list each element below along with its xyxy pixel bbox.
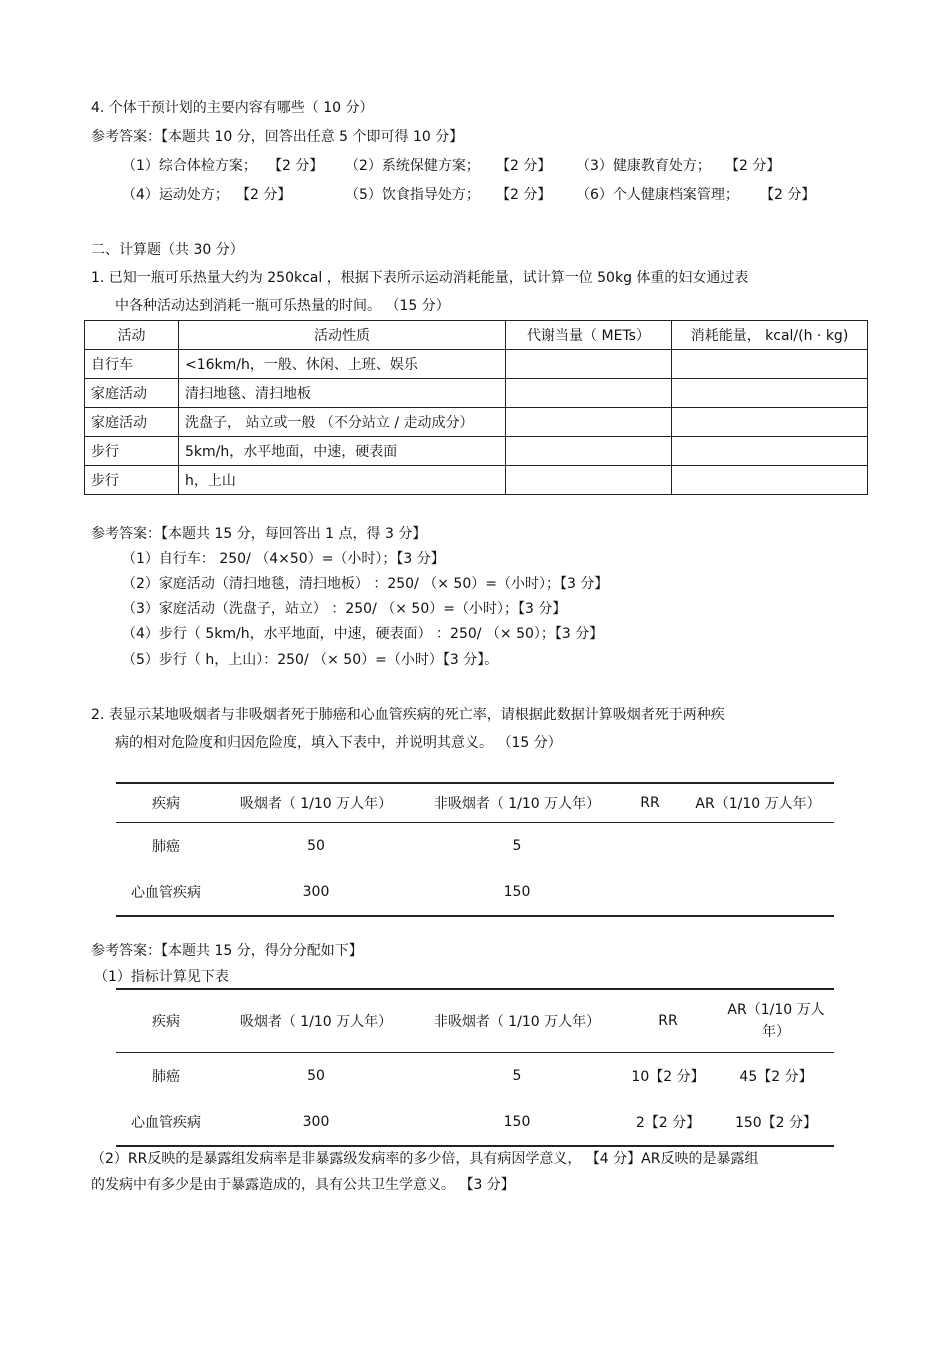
table-row [116, 869, 834, 916]
header-cell: 非吸烟者（ 1/10 万人年） [416, 783, 618, 823]
table-header-row [116, 989, 834, 1053]
header-cell: 活动 [85, 321, 179, 350]
table-cell [506, 379, 672, 408]
table-cell: <16km/h，一般、休闲、上班、娱乐 [179, 350, 506, 379]
table-row [116, 1099, 834, 1146]
q4-item-4-score: 【2 分】 [236, 187, 292, 203]
header-cell: RR [618, 783, 682, 823]
table-cell: 肺癌 [152, 1069, 180, 1085]
table-cell [506, 350, 672, 379]
table-cell: 50 [307, 1068, 325, 1084]
header-cell: 疾病 [116, 783, 216, 823]
table-cell [682, 823, 834, 870]
q4-title: 4. 个体干预计划的主要内容有哪些（ 10 分） [91, 100, 374, 116]
table-cell: h，上山 [179, 466, 506, 495]
table-cell: 肺癌 [152, 839, 180, 855]
table-cell: 5 [512, 838, 522, 854]
table-cell: 心血管疾病 [131, 1115, 201, 1131]
q2-explain-line1: （2）RR反映的是暴露组发病率是非暴露级发病率的多少倍，具有病因学意义， 【4 分】AR反映的是暴露组 [91, 1151, 759, 1167]
table-cell [672, 466, 868, 495]
table-header-row [85, 321, 868, 350]
table-row [85, 437, 868, 466]
q1-answer-2: （2）家庭活动（清扫地毯，清扫地板） ：250/ （× 50）=（小时）；【3 分】 [122, 576, 609, 592]
header-cell: AR（1/10 万人年） [682, 783, 834, 823]
q1-line1: 1. 已知一瓶可乐热量大约为 250kcal ，根据下表所示运动消耗能量，试计算一位 50kg 体重的妇女通过表 [91, 270, 749, 286]
table-header-row [116, 783, 834, 823]
table-cell: 50 [307, 838, 325, 854]
table-cell: 150 [503, 1114, 531, 1130]
q4-item-1-score: 【2 分】 [268, 158, 324, 174]
q4-item-2-score: 【2 分】 [496, 158, 552, 174]
table-cell: 150【2 分】 [734, 1115, 818, 1131]
q1-line2: 中各种活动达到消耗一瓶可乐热量的时间。 （15 分） [115, 298, 450, 314]
table-cell: 5 [512, 1068, 522, 1084]
header-cell: 活动性质 [179, 321, 506, 350]
table-row [116, 823, 834, 870]
q4-item-6-score: 【2 分】 [760, 187, 816, 203]
table-cell [506, 437, 672, 466]
table-cell [672, 408, 868, 437]
table-cell: 150 [503, 884, 531, 900]
table-cell: 步行 [85, 437, 179, 466]
q4-item-2: （2）系统保健方案； [345, 158, 480, 174]
table-cell: 45【2 分】 [739, 1069, 813, 1085]
mortality-table [116, 782, 834, 917]
table-cell: 300 [302, 884, 330, 900]
table-cell: 300 [302, 1114, 330, 1130]
table-cell [618, 869, 682, 916]
q1-answer-1: （1）自行车： 250/ （4×50）=（小时）；【3 分】 [122, 551, 445, 567]
header-cell: 非吸烟者（ 1/10 万人年） [416, 989, 618, 1053]
q2-answer-heading: 参考答案：【本题共 15 分，得分分配如下】 [91, 943, 363, 959]
q4-item-4: （4）运动处方； [122, 187, 229, 203]
table-cell: 心血管疾病 [131, 885, 201, 901]
table-cell [672, 379, 868, 408]
table-cell [506, 466, 672, 495]
q2-line2: 病的相对危险度和归因危险度，填入下表中，并说明其意义。 （15 分） [115, 735, 562, 751]
table-cell: 5km/h，水平地面，中速，硬表面 [179, 437, 506, 466]
table-cell [506, 408, 672, 437]
table-cell [672, 350, 868, 379]
header-cell: RR [618, 989, 718, 1053]
table-cell: 步行 [85, 466, 179, 495]
table-cell [618, 823, 682, 870]
table-row [85, 350, 868, 379]
q4-item-5-score: 【2 分】 [496, 187, 552, 203]
q2-sub1: （1）指标计算见下表 [94, 969, 229, 985]
table-cell [682, 869, 834, 916]
q4-item-3-score: 【2 分】 [725, 158, 781, 174]
header-cell: 消耗能量， kcal/(h · kg) [672, 321, 868, 350]
table-row [85, 466, 868, 495]
activity-table [84, 320, 868, 495]
header-cell: AR（1/10 万人年） [718, 989, 834, 1053]
q1-answer-5: （5）步行（ h，上山）：250/ （× 50）=（小时）【3 分】。 [122, 652, 499, 668]
risk-result-table [116, 988, 834, 1147]
q2-line1: 2. 表显示某地吸烟者与非吸烟者死于肺癌和心血管疾病的死亡率，请根据此数据计算吸烟者死于两种疾 [91, 707, 725, 723]
q1-answer-4: （4）步行（ 5km/h，水平地面，中速，硬表面） ：250/ （× 50）；【3 分】 [122, 626, 604, 642]
header-cell: 疾病 [116, 989, 216, 1053]
q4-item-3: （3）健康教育处方； [576, 158, 711, 174]
table-cell: 2【2 分】 [635, 1115, 701, 1131]
table-cell: 家庭活动 [85, 408, 179, 437]
q4-answer-heading: 参考答案：【本题共 10 分，回答出任意 5 个即可得 10 分】 [91, 129, 464, 145]
table-cell: 洗盘子， 站立或一般 （不分站立 / 走动成分） [179, 408, 506, 437]
q4-item-5: （5）饮食指导处方； [345, 187, 480, 203]
section2-title: 二、计算题（共 30 分） [91, 242, 244, 258]
q4-item-1: （1）综合体检方案； [122, 158, 257, 174]
table-cell: 清扫地毯、清扫地板 [179, 379, 506, 408]
q1-answer-heading: 参考答案：【本题共 15 分，每回答出 1 点，得 3 分】 [91, 526, 427, 542]
q2-explain-line2: 的发病中有多少是由于暴露造成的，具有公共卫生学意义。 【3 分】 [91, 1177, 515, 1193]
table-row [85, 379, 868, 408]
table-row [116, 1053, 834, 1100]
table-cell: 自行车 [85, 350, 179, 379]
header-cell: 代谢当量（ METs） [506, 321, 672, 350]
table-cell: 10【2 分】 [631, 1069, 705, 1085]
table-row [85, 408, 868, 437]
q4-item-6: （6）个人健康档案管理； [576, 187, 739, 203]
header-cell: 吸烟者（ 1/10 万人年） [216, 989, 416, 1053]
header-cell: 吸烟者（ 1/10 万人年） [216, 783, 416, 823]
q1-answer-3: （3）家庭活动（洗盘子，站立） ：250/ （× 50）=（小时）；【3 分】 [122, 601, 567, 617]
table-cell [672, 437, 868, 466]
table-cell: 家庭活动 [85, 379, 179, 408]
